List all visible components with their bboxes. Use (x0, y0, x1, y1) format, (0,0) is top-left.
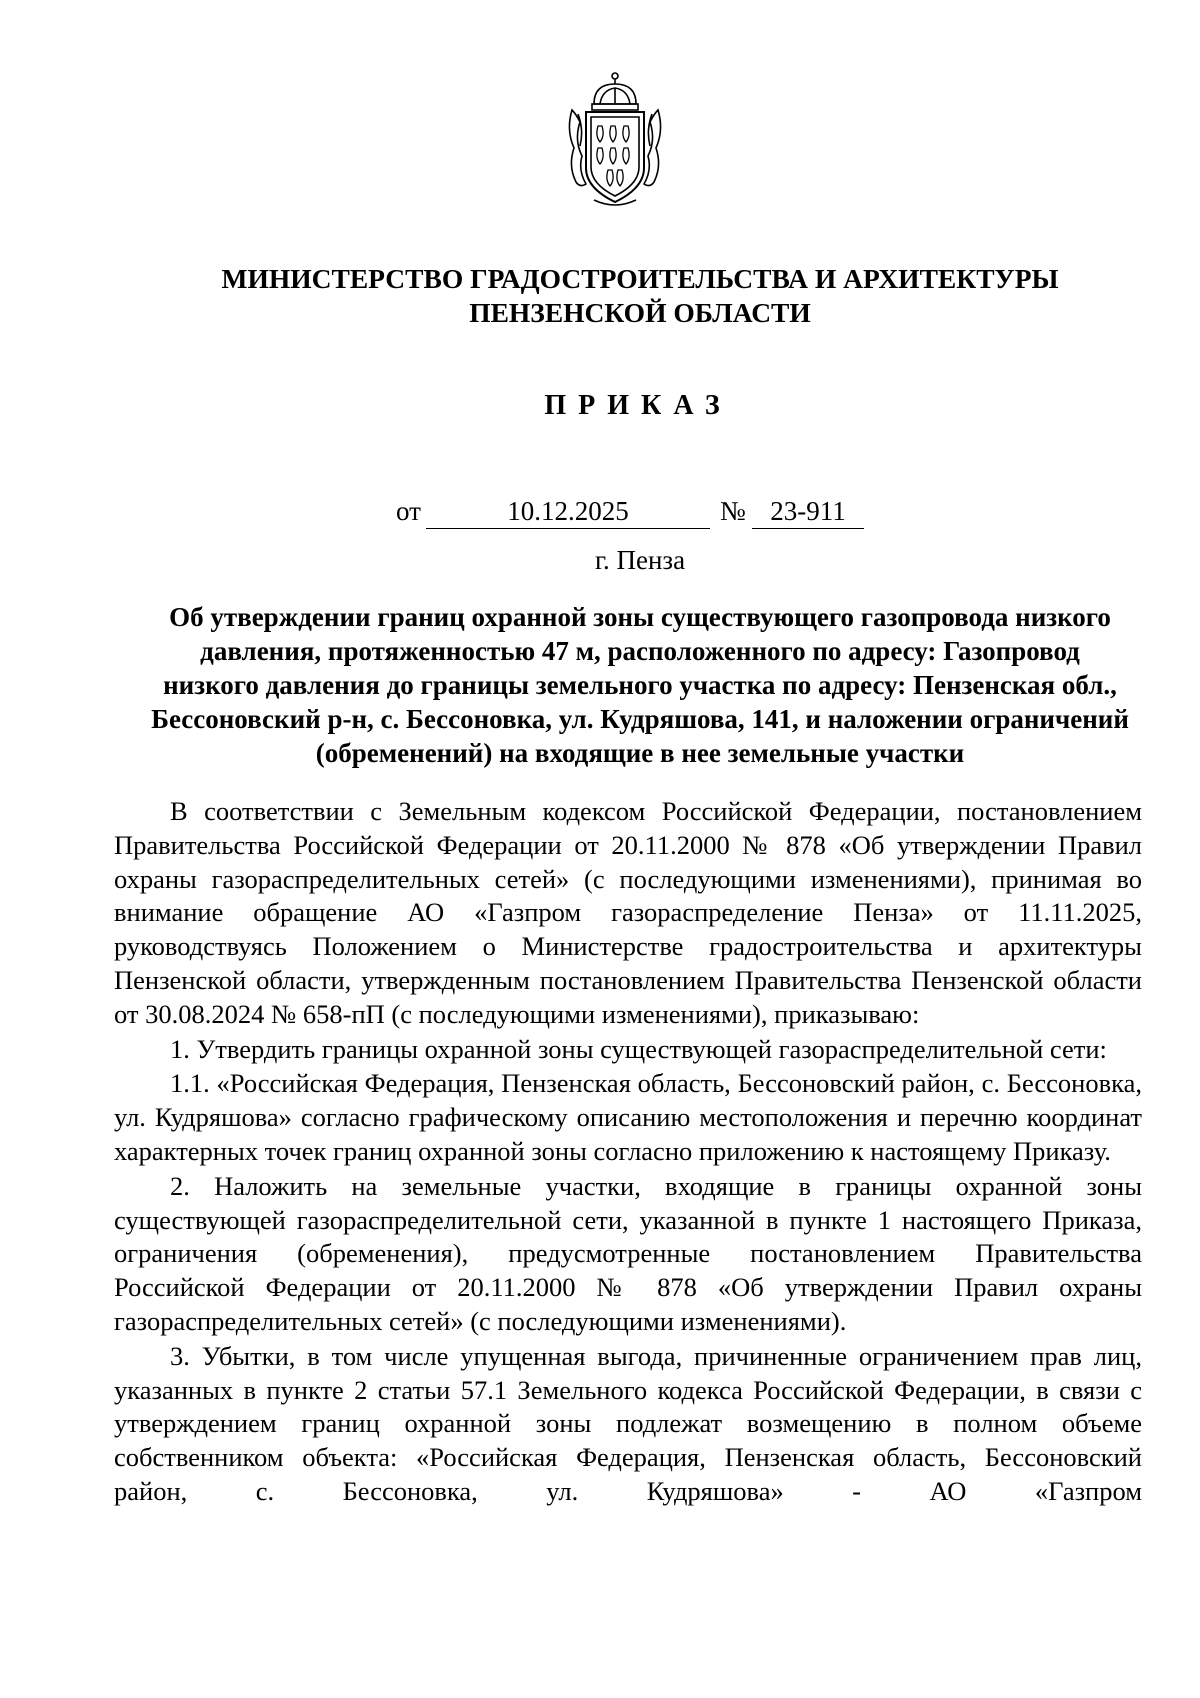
date-prefix: от (396, 496, 421, 526)
document-body (114, 795, 1142, 1509)
subject-line-4: Бессоновский р-н, с. Бессоновка, ул. Кудряшова, 141, и наложении ограничений (151, 704, 1129, 734)
number-prefix: № (720, 496, 746, 526)
authority-line-1: МИНИСТЕРСТВО ГРАДОСТРОИТЕЛЬСТВА И АРХИТЕКТУРЫ (221, 263, 1059, 294)
subject-line-5: (обременений) на входящие в нее земельные участки (315, 738, 965, 768)
document-subject (0, 600, 1200, 770)
item-1-paragraph: 1. Утвердить границы охранной зоны существующей газораспределительной сети: (170, 1033, 1107, 1064)
item-1-1-paragraph: 1.1. «Российская Федерация, Пензенская область, Бессоновский район, с. Бессоновка, ул. Кудряшова» согласно графическому описанию местоположения и перечню координат характерных точек границ охранной зоны согласно приложению к настоящему Приказу. (114, 1068, 1142, 1166)
coat-of-arms-icon (564, 70, 666, 210)
date-number-line (396, 496, 876, 530)
document-date: 10.12.2025 (426, 496, 710, 529)
issuing-authority (0, 262, 1200, 330)
subject-line-2: давления, протяженностью 47 м, расположенного по адресу: Газопровод (200, 636, 1080, 666)
subject-line-3: низкого давления до границы земельного участка по адресу: Пензенская обл., (163, 670, 1117, 700)
preamble-paragraph: В соответствии с Земельным кодексом Российской Федерации, постановлением Правительства Российской Федерации от 20.11.2000 № 878 «Об утверждении Правил охраны газораспределительных сетей» (с последующими изменениями), принимая во внимание обращение АО «Газпром газораспределение Пенза» от 11.11.2025, руководствуясь Положением о Министерстве градостроительства и архитектуры Пензенской области, утвержденным постановлением Правительства Пензенской области от 30.08.2024 № 658-пП (с последующими изменениями), приказываю: (114, 796, 1142, 1029)
authority-line-2: ПЕНЗЕНСКОЙ ОБЛАСТИ (469, 297, 811, 328)
item-3-paragraph: 3. Убытки, в том числе упущенная выгода, причиненные ограничением прав лиц, указанных в пункте 2 статьи 57.1 Земельного кодекса Российской Федерации, в связи с утверждением границ охранной зоны подлежат возмещению в полном объеме собственником объекта: «Российская Федерация, Пензенская область, Бессоновский район, с. Бессоновка, ул. Кудряшова» - АО «Газпром (114, 1340, 1142, 1506)
city: г. Пенза (594, 545, 686, 575)
subject-line-1: Об утверждении границ охранной зоны существующего газопровода низкого (169, 602, 1111, 632)
document-type: ПРИКАЗ (544, 390, 732, 421)
document-number: 23-911 (752, 496, 864, 529)
item-2-paragraph: 2. Наложить на земельные участки, входящие в границы охранной зоны существующей газораспределительной сети, указанной в пункте 1 настоящего Приказа, ограничения (обременения), предусмотренные постановлением Правительства Российской Федерации от 20.11.2000 № 878 «Об утверждении Правил охраны газораспределительных сетей» (с последующими изменениями). (114, 1170, 1142, 1336)
